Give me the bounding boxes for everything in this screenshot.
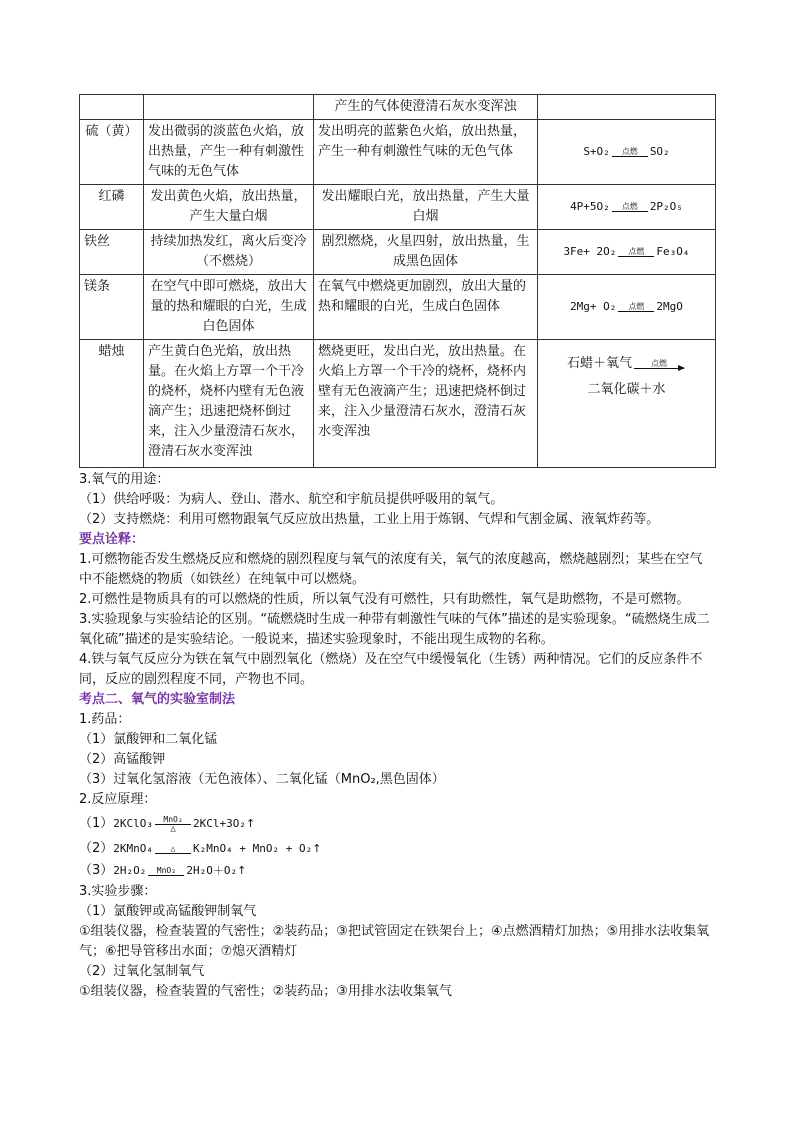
equation-cell bbox=[538, 340, 716, 468]
air-cell bbox=[144, 95, 314, 120]
oxygen-cell: 剧烈燃烧，火星四射，放出热量，生成黑色固体 bbox=[314, 230, 538, 275]
equation-cell bbox=[538, 95, 716, 120]
air-cell: 发出微弱的淡蓝色火焰，放出热量，产生一种有刺激性气味的无色气体 bbox=[144, 120, 314, 185]
table-row bbox=[80, 120, 716, 185]
equation-cell bbox=[538, 120, 716, 185]
oxygen-cell: 发出耀眼白光，放出热量，产生大量白烟 bbox=[314, 185, 538, 230]
key-points-heading: 要点诠释： bbox=[79, 532, 145, 547]
substance-cell: 硫（黄） bbox=[80, 120, 144, 185]
table-row bbox=[80, 95, 716, 120]
reaction-condition: 点燃 bbox=[618, 247, 654, 257]
oxygen-cell: 在氧气中燃烧更加剧烈，放出大量的热和耀眼的白光，生成白色固体 bbox=[314, 275, 538, 340]
table-row bbox=[80, 275, 716, 340]
drug-item: （1）氯酸钾和二氧化锰 bbox=[79, 732, 218, 747]
equation-left: S+O₂ bbox=[583, 145, 610, 158]
table-row bbox=[80, 340, 716, 468]
equation-left: 石蜡＋氧气 bbox=[566, 356, 632, 371]
key-points bbox=[79, 530, 715, 690]
key-point-item: 4.铁与氧气反应分为铁在氧气中剧烈氧化（燃烧）及在空气中缓慢氧化（生锈）两种情况。它们的反应条件不同，反应的剧烈程度不同，产物也不同。 bbox=[79, 652, 703, 687]
step-item: ①组装仪器，检查装置的气密性；②装药品；③把试管固定在铁架台上；④点燃酒精灯加热；⑤用排水法收集氧气；⑥把导管移出水面；⑦熄灭酒精灯 bbox=[79, 924, 710, 959]
steps-title: 3.实验步骤： bbox=[79, 884, 157, 899]
drug-item: （2）高锰酸钾 bbox=[79, 752, 166, 767]
reaction-condition: △ bbox=[155, 844, 191, 854]
reaction-condition: 点燃 bbox=[634, 359, 684, 369]
combustion-table bbox=[79, 94, 716, 468]
uses-item: （1）供给呼吸：为病人、登山、潜水、航空和宇航员提供呼吸用的氧气。 bbox=[79, 492, 504, 507]
substance-cell: 蜡烛 bbox=[80, 340, 144, 468]
reaction-condition: MnO₂ △ bbox=[155, 815, 191, 834]
key-point-item: 1.可燃物能否发生燃烧反应和燃烧的剧烈程度与氧气的浓度有关，氧气的浓度越高，燃烧越剧烈；某些在空气中不能燃烧的物质（如铁丝）在纯氧中可以燃烧。 bbox=[79, 552, 703, 587]
reaction-condition: 点燃 bbox=[612, 202, 648, 212]
table-row bbox=[80, 230, 716, 275]
key-point-item: 3.实验现象与实验结论的区别。“硫燃烧时生成一种带有刺激性气味的气体”描述的是实验现象。“硫燃烧生成二氧化硫”描述的是实验结论。一般说来，描述实验现象时，不能出现生成物的名称。 bbox=[79, 612, 710, 647]
oxygen-cell: 燃烧更旺，发出白光，放出热量。在火焰上方罩一个干冷的烧杯，烧杯内壁有无色液滴产生；迅速把烧杯倒过来，注入少量澄清石灰水，澄清石灰水变浑浊 bbox=[314, 340, 538, 468]
air-cell: 发出黄色火焰，放出热量，产生大量白烟 bbox=[144, 185, 314, 230]
lab-preparation-section bbox=[79, 690, 715, 1002]
equation-left: 2Mg+ O₂ bbox=[570, 300, 617, 313]
reaction-condition: 点燃 bbox=[618, 302, 654, 312]
oxygen-uses bbox=[79, 470, 715, 530]
equation-cell bbox=[538, 185, 716, 230]
air-cell: 持续加热发红，离火后变冷（不燃烧） bbox=[144, 230, 314, 275]
oxygen-cell: 产生的气体使澄清石灰水变浑浊 bbox=[314, 95, 538, 120]
uses-title: 3.氧气的用途： bbox=[79, 472, 170, 487]
drug-item: （3）过氧化氢溶液（无色液体）、二氧化锰（MnO₂,黑色固体） bbox=[79, 772, 445, 787]
step-item: ①组装仪器，检查装置的气密性；②装药品；③用排水法收集氧气 bbox=[79, 984, 452, 999]
substance-cell: 铁丝 bbox=[80, 230, 144, 275]
section-heading: 考点二、氧气的实验室制法 bbox=[79, 692, 236, 707]
table-row bbox=[80, 185, 716, 230]
principle-title: 2.反应原理： bbox=[79, 792, 157, 807]
oxygen-cell: 发出明亮的蓝紫色火焰，放出热量，产生一种有刺激性气味的无色气体 bbox=[314, 120, 538, 185]
equation-right: 2P₂O₅ bbox=[649, 200, 683, 213]
air-cell: 产生黄白色光焰，放出热量。在火焰上方罩一个干冷的烧杯，烧杯内壁有无色液滴产生；迅速把烧杯倒过来，注入少量澄清石灰水，澄清石灰水变浑浊 bbox=[144, 340, 314, 468]
reaction-condition: 点燃 bbox=[612, 147, 648, 157]
equation-cell bbox=[538, 230, 716, 275]
reaction-formula: （3）2H₂O₂ MnO₂ 2H₂O＋O₂↑ bbox=[79, 863, 247, 878]
reaction-formula: （2）2KMnO₄ △ K₂MnO₄ + MnO₂ + O₂↑ bbox=[79, 841, 322, 856]
step-item: （2）过氧化氢制氧气 bbox=[79, 964, 205, 979]
drugs-title: 1.药品： bbox=[79, 712, 131, 727]
equation-right: 2MgO bbox=[656, 300, 683, 313]
reaction-formula: （1）2KClO₃ MnO₂ △ 2KCl+3O₂↑ bbox=[79, 814, 256, 834]
key-point-item: 2.可燃性是物质具有的可以燃烧的性质，所以氧气没有可燃性，只有助燃性，氧气是助燃物，不是可燃物。 bbox=[79, 592, 690, 607]
equation-left: 3Fe+ 2O₂ bbox=[563, 245, 617, 258]
step-item: （1）氯酸钾或高锰酸钾制氧气 bbox=[79, 904, 257, 919]
equation-right: SO₂ bbox=[649, 145, 670, 158]
equation-right: 二氧化碳＋水 bbox=[587, 382, 666, 397]
substance-cell: 红磷 bbox=[80, 185, 144, 230]
equation-cell bbox=[538, 275, 716, 340]
reaction-condition: MnO₂ bbox=[148, 866, 184, 876]
uses-item: （2）支持燃烧：利用可燃物跟氧气反应放出热量，工业上用于炼钢、气焊和气割金属、液氧炸药等。 bbox=[79, 512, 660, 527]
air-cell: 在空气中即可燃烧，放出大量的热和耀眼的白光，生成白色固体 bbox=[144, 275, 314, 340]
substance-cell: 镁条 bbox=[80, 275, 144, 340]
substance-cell bbox=[80, 95, 144, 120]
document-page bbox=[79, 94, 715, 1002]
equation-right: Fe₃O₄ bbox=[656, 245, 690, 258]
equation-left: 4P+5O₂ bbox=[570, 200, 610, 213]
